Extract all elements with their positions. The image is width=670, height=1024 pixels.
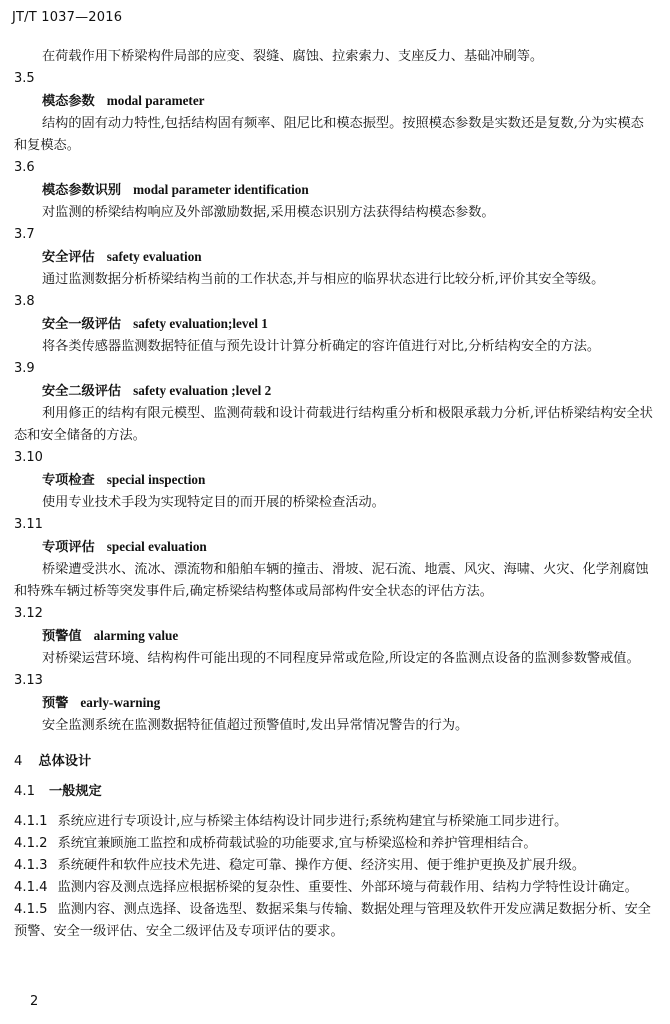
term-en: modal parameter xyxy=(106,93,205,108)
term-cn: 预警值 xyxy=(42,629,82,644)
term-en: safety evaluation;level 1 xyxy=(133,316,268,331)
clause-number: 4.1.4 xyxy=(14,880,48,895)
term-cn: 预警 xyxy=(42,696,69,711)
subsection-heading xyxy=(14,781,656,803)
term-definition: 利用修正的结构有限元模型、监测荷载和设计荷载进行结构重分析和极限承载力分析,评估桥梁结构安全状态和安全储备的方法。 xyxy=(14,406,653,443)
term-cn: 安全二级评估 xyxy=(42,384,122,399)
clause-number: 4.1.2 xyxy=(14,836,48,851)
term-3-7 xyxy=(14,224,656,291)
term-definition: 桥梁遭受洪水、流冰、漂流物和船舶车辆的撞击、滑坡、泥石流、地震、风灾、海啸、火灾、化学剂腐蚀和特殊车辆过桥等突发事件后,确定桥梁结构整体或局部构件安全状态的评估方法。 xyxy=(14,562,649,599)
term-number: 3.13 xyxy=(14,673,43,688)
term-cn: 专项检查 xyxy=(42,473,95,488)
clause-number: 4.1.1 xyxy=(14,814,48,829)
term-en: alarming value xyxy=(93,628,179,643)
section-heading xyxy=(14,751,656,773)
term-heading xyxy=(14,380,656,403)
term-definition: 使用专业技术手段为实现特定目的而开展的桥梁检查活动。 xyxy=(42,495,385,510)
term-3-11 xyxy=(14,514,656,603)
term-heading xyxy=(14,313,656,336)
term-en: special evaluation xyxy=(106,539,207,554)
term-definition: 将各类传感器监测数据特征值与预先设计计算分析确定的容许值进行对比,分析结构安全的方法。 xyxy=(42,339,601,354)
term-number: 3.8 xyxy=(14,294,35,309)
term-cn: 安全评估 xyxy=(42,250,95,265)
term-3-5 xyxy=(14,68,656,157)
term-3-9 xyxy=(14,358,656,447)
term-3-6 xyxy=(14,157,656,224)
clause-4-1-4 xyxy=(14,877,656,899)
term-number: 3.7 xyxy=(14,227,35,242)
page-content xyxy=(14,46,656,943)
standard-code-header: JT/T 1037—2016 xyxy=(12,10,123,25)
term-number: 3.5 xyxy=(14,71,35,86)
term-en: modal parameter identification xyxy=(133,182,309,197)
subsection-title: 一般规定 xyxy=(48,784,102,799)
term-cn: 模态参数 xyxy=(42,94,95,109)
term-definition: 结构的固有动力特性,包括结构固有频率、阻尼比和模态振型。按照模态参数是实数还是复数,分为实模态和复模态。 xyxy=(14,116,644,153)
term-3-8 xyxy=(14,291,656,358)
term-number: 3.11 xyxy=(14,517,43,532)
term-heading xyxy=(14,536,656,559)
term-number: 3.10 xyxy=(14,450,43,465)
term-definition: 对监测的桥梁结构响应及外部激励数据,采用模态识别方法获得结构模态参数。 xyxy=(42,205,495,220)
page-number: 2 xyxy=(30,994,39,1009)
clause-text: 系统硬件和软件应技术先进、稳定可靠、操作方便、经济实用、便于维护更换及扩展升级。 xyxy=(57,858,586,873)
clause-4-1-5 xyxy=(14,899,656,943)
term-heading xyxy=(14,90,656,113)
term-definition: 安全监测系统在监测数据特征值超过预警值时,发出异常情况警告的行为。 xyxy=(42,718,469,733)
term-en: special inspection xyxy=(106,472,206,487)
section-title: 总体设计 xyxy=(38,754,92,769)
clause-text: 系统应进行专项设计,应与桥梁主体结构设计同步进行;系统构建宜与桥梁施工同步进行。 xyxy=(57,814,568,829)
term-3-10 xyxy=(14,447,656,514)
term-cn: 安全一级评估 xyxy=(42,317,122,332)
term-heading xyxy=(14,469,656,492)
term-3-12 xyxy=(14,603,656,670)
term-definition: 对桥梁运营环境、结构构件可能出现的不同程度异常或危险,所设定的各监测点设备的监测参数警戒值。 xyxy=(42,651,640,666)
term-en: safety evaluation ;level 2 xyxy=(133,383,272,398)
clause-text: 监测内容、测点选择、设备选型、数据采集与传输、数据处理与管理及软件开发应满足数据分析、安全预警、安全一级评估、安全二级评估及专项评估的要求。 xyxy=(14,902,651,939)
intro-paragraph: 在荷载作用下桥梁构件局部的应变、裂缝、腐蚀、拉索索力、支座反力、基础冲刷等。 xyxy=(42,49,544,64)
term-heading xyxy=(14,246,656,269)
subsection-number: 4.1 xyxy=(14,784,35,799)
term-en: safety evaluation xyxy=(106,249,202,264)
term-cn: 模态参数识别 xyxy=(42,183,122,198)
clause-number: 4.1.5 xyxy=(14,902,48,917)
clause-4-1-2 xyxy=(14,833,656,855)
term-heading xyxy=(14,625,656,648)
term-en: early-warning xyxy=(80,695,161,710)
term-3-13 xyxy=(14,670,656,737)
term-cn: 专项评估 xyxy=(42,540,95,555)
term-number: 3.6 xyxy=(14,160,35,175)
clause-text: 系统宜兼顾施工监控和成桥荷载试验的功能要求,宜与桥梁巡检和养护管理相结合。 xyxy=(57,836,537,851)
clause-number: 4.1.3 xyxy=(14,858,48,873)
term-heading xyxy=(14,179,656,202)
term-definition: 通过监测数据分析桥梁结构当前的工作状态,并与相应的临界状态进行比较分析,评价其安全等级。 xyxy=(42,272,605,287)
term-heading xyxy=(14,692,656,715)
section-number: 4 xyxy=(14,754,23,769)
clause-4-1-3 xyxy=(14,855,656,877)
term-number: 3.12 xyxy=(14,606,43,621)
clause-text: 监测内容及测点选择应根据桥梁的复杂性、重要性、外部环境与荷载作用、结构力学特性设计确定。 xyxy=(57,880,638,895)
clause-4-1-1 xyxy=(14,811,656,833)
term-number: 3.9 xyxy=(14,361,35,376)
